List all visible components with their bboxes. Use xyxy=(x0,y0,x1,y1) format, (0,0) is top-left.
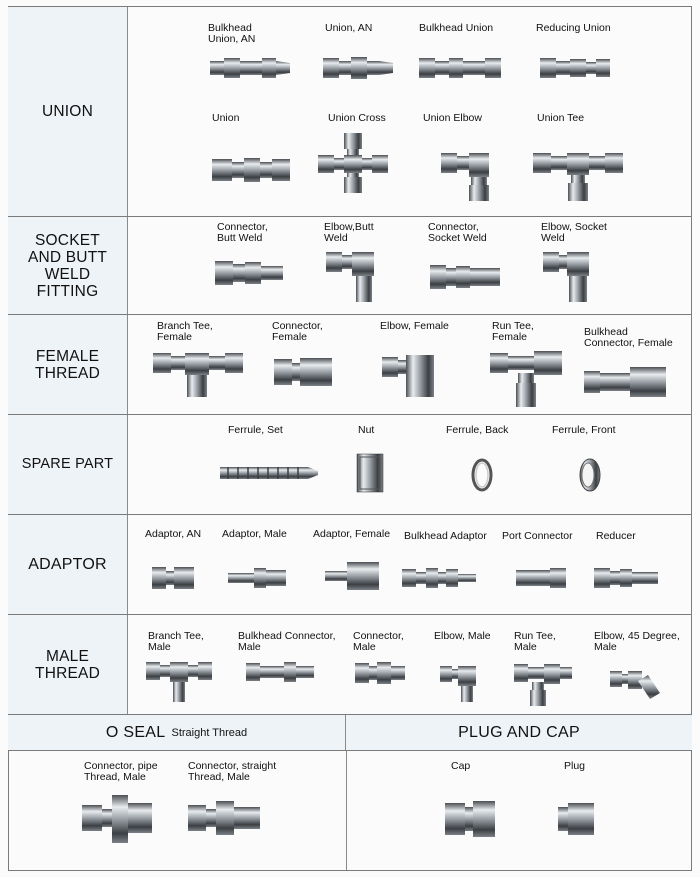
female-thread-section xyxy=(8,314,692,414)
elbow-male-item[interactable]: Elbow, Male xyxy=(434,631,554,642)
bulkhead-union-image xyxy=(417,53,507,83)
union-category-label: UNION xyxy=(8,7,128,216)
bulkhead-union-item[interactable]: Bulkhead Union xyxy=(419,23,539,34)
connector-pipe-thread-male-image xyxy=(80,791,160,853)
connector-straight-thread-male-image xyxy=(186,797,266,841)
adaptor-female-image xyxy=(323,559,383,593)
elbow-45-degree-male-image xyxy=(608,667,664,703)
ferrule-back-image xyxy=(470,457,494,493)
bulkhead-connector-female-image xyxy=(582,363,672,403)
union-an-image xyxy=(321,53,401,83)
plug-item[interactable]: Plug xyxy=(564,761,684,772)
union-tee-image xyxy=(531,149,625,207)
elbow-socket-weld-item[interactable]: Elbow, Socket Weld xyxy=(541,222,661,244)
female-thread-category-label: FEMALE THREAD xyxy=(8,315,128,414)
elbow-butt-weld-image xyxy=(324,248,384,306)
run-tee-male-item[interactable]: Run Tee, Male xyxy=(514,631,634,653)
nut-image xyxy=(354,451,388,495)
connector-straight-thread-male-item[interactable]: Connector, straight Thread, Male xyxy=(188,761,308,783)
reducing-union-item[interactable]: Reducing Union xyxy=(536,23,656,34)
adaptor-male-item[interactable]: Adaptor, Male xyxy=(222,529,342,540)
adaptor-male-image xyxy=(226,563,290,593)
plug-image xyxy=(556,799,600,839)
adaptor-an-image xyxy=(150,563,200,593)
union-an-item[interactable]: Union, AN xyxy=(325,23,445,34)
oseal-plug-header xyxy=(8,714,692,751)
adaptor-category-label: ADAPTOR xyxy=(8,515,128,614)
elbow-butt-weld-item[interactable]: Elbow,Butt Weld xyxy=(324,222,444,244)
run-tee-female-item[interactable]: Run Tee, Female xyxy=(492,321,612,343)
oseal-subtitle: Straight Thread xyxy=(171,726,248,739)
run-tee-male-image xyxy=(512,661,576,709)
elbow-45-degree-male-item[interactable]: Elbow, 45 Degree, Male xyxy=(594,631,700,653)
branch-tee-female-image xyxy=(151,349,245,401)
union-elbow-image xyxy=(439,149,499,207)
connector-male-image xyxy=(353,659,409,687)
connector-female-image xyxy=(272,353,336,393)
nut-item[interactable]: Nut xyxy=(358,425,478,436)
union-cross-image xyxy=(316,131,392,197)
union-tee-item[interactable]: Union Tee xyxy=(537,113,657,124)
branch-tee-male-image xyxy=(144,659,214,705)
connector-socket-weld-image xyxy=(428,260,504,294)
connector-socket-weld-item[interactable]: Connector, Socket Weld xyxy=(428,222,548,244)
bulkhead-adaptor-item[interactable]: Bulkhead Adaptor xyxy=(404,531,524,542)
oseal-header xyxy=(8,715,346,750)
union-cross-item[interactable]: Union Cross xyxy=(328,113,448,124)
run-tee-female-image xyxy=(488,349,568,411)
union-section xyxy=(8,6,692,216)
connector-butt-weld-image xyxy=(213,256,289,290)
ferrule-set-item[interactable]: Ferrule, Set xyxy=(228,425,348,436)
elbow-male-image xyxy=(438,663,482,705)
reducer-image xyxy=(592,563,662,593)
ferrule-set-image xyxy=(218,461,322,485)
port-connector-image xyxy=(514,563,570,593)
cap-image xyxy=(443,797,499,841)
branch-tee-male-item[interactable]: Branch Tee, Male xyxy=(148,631,268,653)
branch-tee-female-item[interactable]: Branch Tee, Female xyxy=(157,321,277,343)
ferrule-back-item[interactable]: Ferrule, Back xyxy=(446,425,566,436)
adaptor-female-item[interactable]: Adaptor, Female xyxy=(313,529,433,540)
socket-butt-weld-category-label: SOCKET AND BUTT WELD FITTING xyxy=(8,217,128,314)
adaptor-an-item[interactable]: Adaptor, AN xyxy=(145,529,265,540)
spare-part-section xyxy=(8,414,692,514)
reducer-item[interactable]: Reducer xyxy=(596,531,700,542)
male-thread-section xyxy=(8,614,692,714)
bulkhead-union-an-item[interactable]: Bulkhead Union, AN xyxy=(208,23,328,45)
ferrule-front-item[interactable]: Ferrule, Front xyxy=(552,425,672,436)
spare-part-category-label: SPARE PART xyxy=(8,415,128,514)
connector-male-item[interactable]: Connector, Male xyxy=(353,631,473,653)
elbow-female-image xyxy=(380,351,440,401)
elbow-female-item[interactable]: Elbow, Female xyxy=(380,321,500,332)
male-thread-category-label: MALE THREAD xyxy=(8,615,128,714)
connector-butt-weld-item[interactable]: Connector, Butt Weld xyxy=(217,222,337,244)
oseal-title: O SEAL xyxy=(105,723,166,741)
connector-female-item[interactable]: Connector, Female xyxy=(272,321,392,343)
bulkhead-union-an-image xyxy=(208,53,298,83)
bulkhead-connector-female-item[interactable]: Bulkhead Connector, Female xyxy=(584,327,694,349)
union-image xyxy=(210,153,294,187)
cap-item[interactable]: Cap xyxy=(451,761,571,772)
ferrule-front-image xyxy=(574,455,602,495)
plug-cap-header xyxy=(346,715,692,750)
oseal-plug-body xyxy=(8,751,692,871)
adaptor-section xyxy=(8,514,692,614)
column-divider xyxy=(346,751,347,870)
bulkhead-connector-male-item[interactable]: Bulkhead Connector, Male xyxy=(238,631,358,653)
bulkhead-adaptor-image xyxy=(400,563,480,593)
union-elbow-item[interactable]: Union Elbow xyxy=(423,113,543,124)
connector-pipe-thread-male-item[interactable]: Connector, pipe Thread, Male xyxy=(84,761,204,783)
elbow-socket-weld-image xyxy=(541,248,601,306)
port-connector-item[interactable]: Port Connector xyxy=(502,531,622,542)
union-item[interactable]: Union xyxy=(212,113,332,124)
bulkhead-connector-male-image xyxy=(244,659,318,685)
socket-butt-weld-section xyxy=(8,216,692,314)
reducing-union-image xyxy=(538,53,618,83)
plug-cap-title: PLUG AND CAP xyxy=(458,723,580,741)
